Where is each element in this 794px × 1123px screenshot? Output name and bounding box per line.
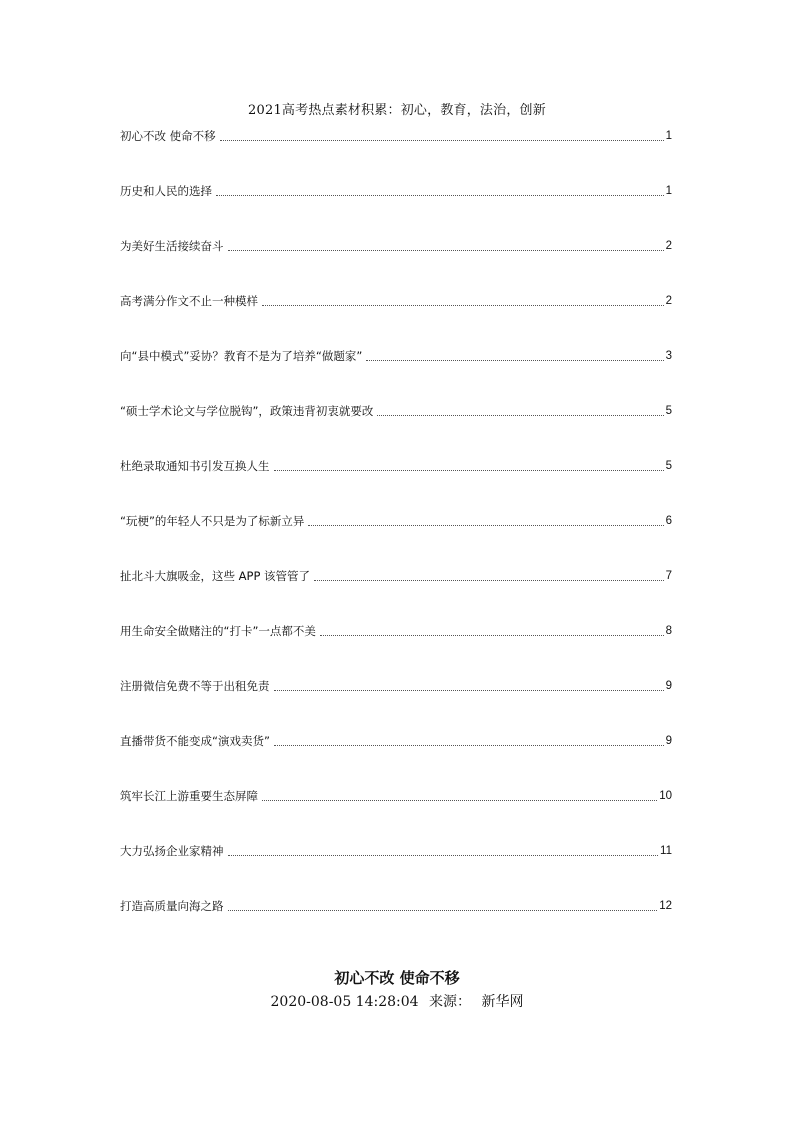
article-source-label: 来源： bbox=[429, 994, 472, 1010]
toc-dot-leader bbox=[228, 238, 664, 251]
toc-dot-leader bbox=[262, 293, 664, 306]
toc-dot-leader bbox=[308, 513, 663, 526]
toc-entry-label: 筑牢长江上游重要生态屏障 bbox=[120, 789, 258, 803]
toc-entry-page: 1 bbox=[665, 185, 672, 197]
toc-entry-label: 大力弘扬企业家精神 bbox=[120, 844, 224, 858]
toc-entry-page: 11 bbox=[660, 845, 672, 857]
toc-dot-leader bbox=[220, 128, 664, 141]
toc-entry-label: “硕士学术论文与学位脱钩”，政策违背初衷就要改 bbox=[120, 404, 374, 418]
toc-entry[interactable] bbox=[120, 568, 672, 623]
toc-dot-leader bbox=[228, 898, 658, 911]
toc-entry-label: 历史和人民的选择 bbox=[120, 184, 212, 198]
toc-entry-page: 6 bbox=[665, 515, 672, 527]
toc-entry[interactable] bbox=[120, 183, 672, 238]
toc-dot-leader bbox=[366, 348, 663, 361]
toc-entry[interactable] bbox=[120, 458, 672, 513]
toc-entry[interactable] bbox=[120, 238, 672, 293]
toc-entry-label: 用生命安全做赌注的“打卡”一点都不美 bbox=[120, 624, 316, 638]
toc-entry-page: 3 bbox=[665, 350, 672, 362]
toc-entry-page: 9 bbox=[665, 680, 672, 692]
toc-dot-leader bbox=[274, 678, 664, 691]
toc-entry-label: 高考满分作文不止一种模样 bbox=[120, 294, 258, 308]
document-title: 2021高考热点素材积累：初心，教育，法治，创新 bbox=[248, 103, 546, 118]
toc-entry-label: 注册微信免费不等于出租免责 bbox=[120, 679, 270, 693]
toc-entry-page: 10 bbox=[659, 790, 672, 802]
toc-entry[interactable] bbox=[120, 788, 672, 843]
toc-entry[interactable] bbox=[120, 733, 672, 788]
toc-entry-label: 向“县中模式”妥协？教育不是为了培养“做题家” bbox=[120, 349, 363, 363]
toc-dot-leader bbox=[262, 788, 657, 801]
toc-entry-label: 扯北斗大旗吸金，这些 APP 该管管了 bbox=[120, 569, 311, 583]
article-meta bbox=[0, 991, 794, 1011]
toc-entry-page: 12 bbox=[659, 900, 672, 912]
toc-entry[interactable] bbox=[120, 678, 672, 733]
toc-entry-page: 5 bbox=[665, 405, 672, 417]
toc-entry-label: “玩梗”的年轻人不只是为了标新立异 bbox=[120, 514, 305, 528]
toc-dot-leader bbox=[274, 458, 664, 471]
article-source: 新华网 bbox=[481, 994, 524, 1010]
toc-entry-page: 9 bbox=[665, 735, 672, 747]
toc-entry[interactable] bbox=[120, 293, 672, 348]
toc-entry-label: 直播带货不能变成“演戏卖货” bbox=[120, 734, 270, 748]
toc-entry-label: 打造高质量向海之路 bbox=[120, 899, 224, 913]
toc-dot-leader bbox=[377, 403, 663, 416]
toc-entry-label: 杜绝录取通知书引发互换人生 bbox=[120, 459, 270, 473]
toc-dot-leader bbox=[216, 183, 664, 196]
toc-entry-page: 1 bbox=[665, 130, 672, 142]
toc-dot-leader bbox=[228, 843, 659, 856]
toc-entry-page: 5 bbox=[665, 460, 672, 472]
toc-entry[interactable] bbox=[120, 403, 672, 458]
article-datetime: 2020-08-05 14:28:04 bbox=[270, 994, 419, 1010]
toc-entry[interactable] bbox=[120, 843, 672, 898]
toc-entry-page: 7 bbox=[665, 570, 672, 582]
toc-dot-leader bbox=[320, 623, 664, 636]
toc-entry-label: 初心不改 使命不移 bbox=[120, 129, 216, 143]
toc-entry[interactable] bbox=[120, 128, 672, 183]
toc-entry-page: 8 bbox=[665, 625, 672, 637]
toc-entry-page: 2 bbox=[665, 240, 672, 252]
toc-entry[interactable] bbox=[120, 623, 672, 678]
toc-entry-page: 2 bbox=[665, 295, 672, 307]
toc-entry[interactable] bbox=[120, 898, 672, 953]
toc-dot-leader bbox=[274, 733, 664, 746]
article-title: 初心不改 使命不移 bbox=[334, 969, 460, 987]
toc-dot-leader bbox=[314, 568, 664, 581]
toc-entry-label: 为美好生活接续奋斗 bbox=[120, 239, 224, 253]
toc-entry[interactable] bbox=[120, 348, 672, 403]
table-of-contents bbox=[120, 128, 672, 953]
toc-entry[interactable] bbox=[120, 513, 672, 568]
